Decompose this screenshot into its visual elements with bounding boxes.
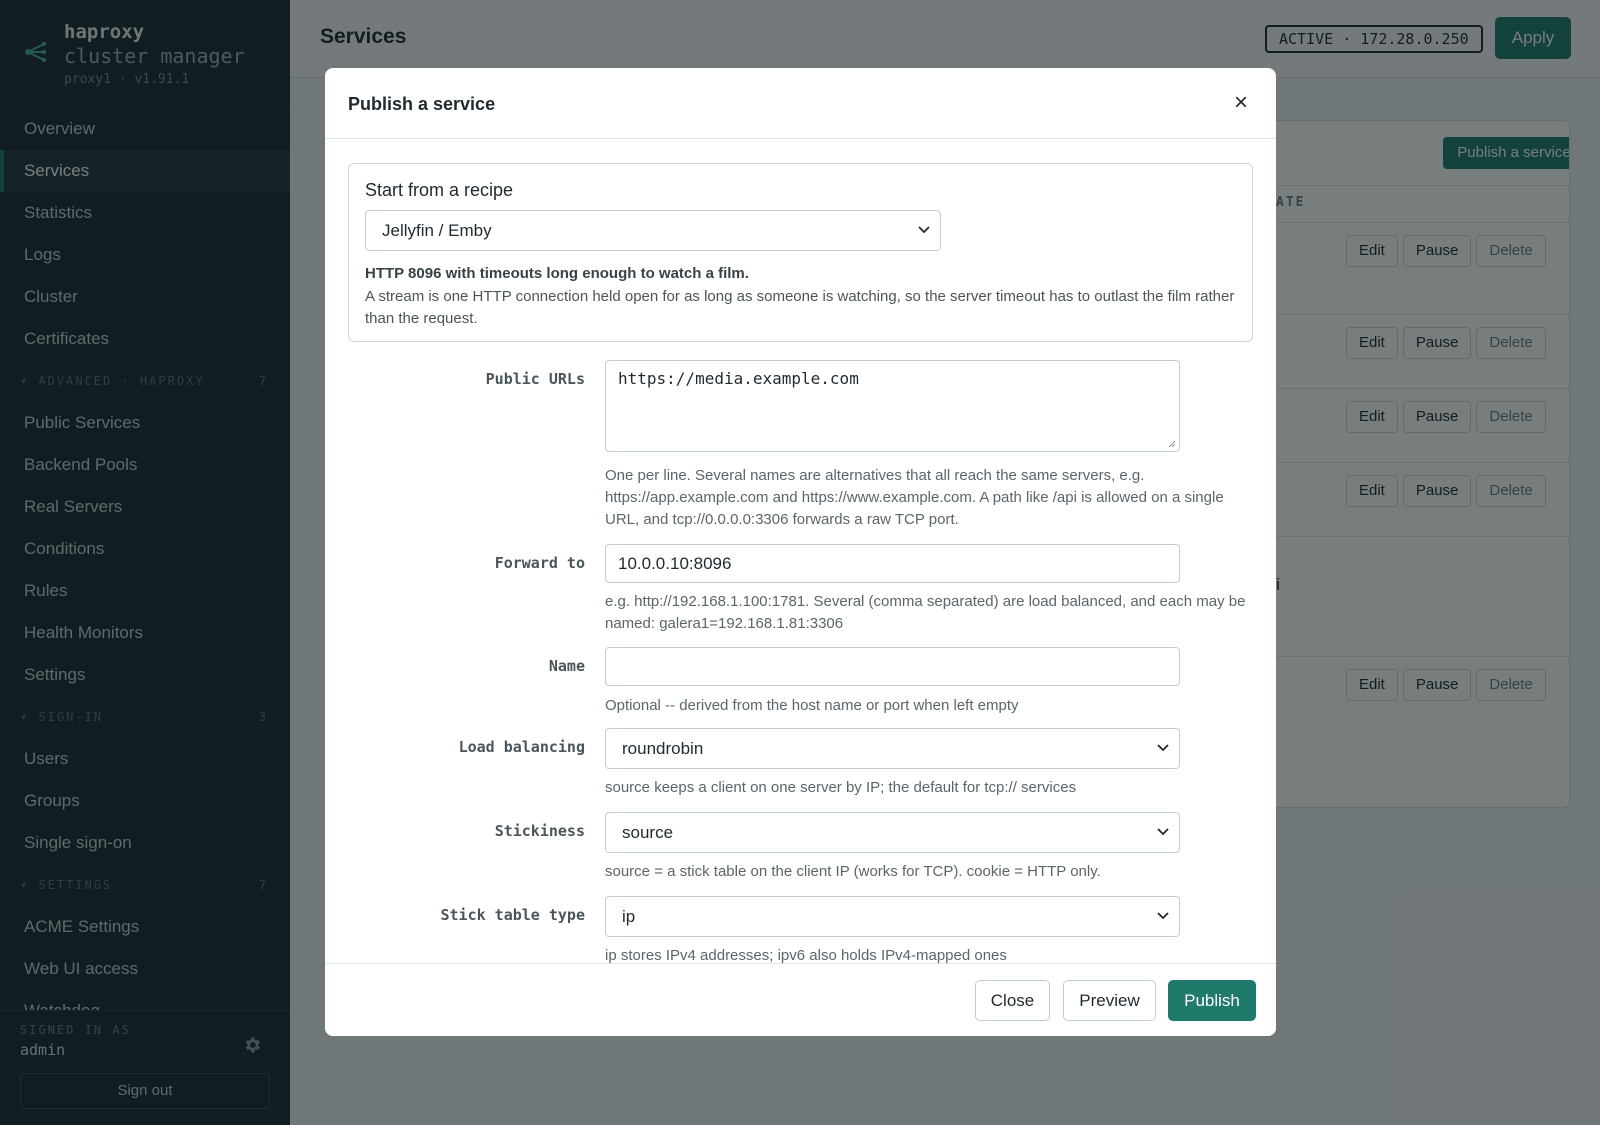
dialog-body [325, 139, 1276, 963]
load-balancing-value: roundrobin [622, 739, 704, 758]
close-button[interactable]: Close [975, 980, 1050, 1021]
publish-button[interactable]: Publish [1168, 980, 1256, 1021]
public-urls-help: One per line. Several names are alternatives that all reach the same servers, e.g. https://app.example.com and https://www.example.com. A path like /api is allowed on a single URL, and tcp://0.0.0.0:3306 forwards a raw TCP port. [605, 467, 1224, 528]
load-balancing-help: source keeps a client on one server by IP; the default for tcp:// services [605, 779, 1077, 796]
name-help: Optional -- derived from the host name or port when left empty [605, 697, 1019, 714]
recipe-description: A stream is one HTTP connection held open for as long as someone is watching, so the server timeout has to outlast the film rather than the request. [365, 288, 1235, 327]
chevron-down-icon [1157, 744, 1169, 752]
chevron-down-icon [1157, 828, 1169, 836]
stickiness-label: Stickiness [494, 822, 585, 840]
publish-service-dialog [325, 68, 1276, 1036]
forward-to-value: 10.0.0.10:8096 [618, 554, 732, 573]
preview-button[interactable]: Preview [1063, 980, 1156, 1021]
dialog-header [325, 68, 1276, 139]
chevron-down-icon [918, 226, 930, 234]
forward-to-label: Forward to [494, 554, 585, 572]
resize-handle-icon[interactable] [1166, 438, 1176, 448]
recipe-select[interactable] [365, 210, 941, 251]
stick-table-type-value: ip [622, 907, 636, 926]
load-balancing-select[interactable] [605, 728, 1180, 769]
dialog-footer [325, 963, 1276, 1036]
forward-to-input[interactable] [605, 544, 1180, 583]
stick-table-type-select[interactable] [605, 896, 1180, 937]
name-input[interactable] [605, 647, 1180, 686]
recipe-select-value: Jellyfin / Emby [382, 221, 492, 240]
public-urls-textarea[interactable] [605, 360, 1180, 452]
stickiness-help: source = a stick table on the client IP (works for TCP). cookie = HTTP only. [605, 863, 1101, 880]
public-urls-label: Public URLs [485, 370, 585, 388]
stick-table-type-label: Stick table type [440, 906, 585, 924]
chevron-down-icon [1157, 912, 1169, 920]
load-balancing-label: Load balancing [458, 738, 585, 756]
stick-table-type-help: ip stores IPv4 addresses; ipv6 also holds IPv4-mapped ones [605, 947, 1007, 963]
dialog-title: Publish a service [348, 94, 496, 114]
stickiness-select[interactable] [605, 812, 1180, 853]
recipe-heading: Start from a recipe [365, 180, 514, 200]
stickiness-value: source [622, 823, 674, 842]
close-icon[interactable]: × [1233, 89, 1248, 116]
recipe-panel [348, 163, 1253, 342]
public-urls-value: https://media.example.com [618, 369, 859, 388]
forward-to-help: e.g. http://192.168.1.100:1781. Several (comma separated) are load balanced, and each may be named: galera1=192.168.1.81:3306 [605, 593, 1246, 632]
recipe-summary: HTTP 8096 with timeouts long enough to watch a film. [365, 265, 749, 282]
name-label: Name [548, 657, 585, 675]
